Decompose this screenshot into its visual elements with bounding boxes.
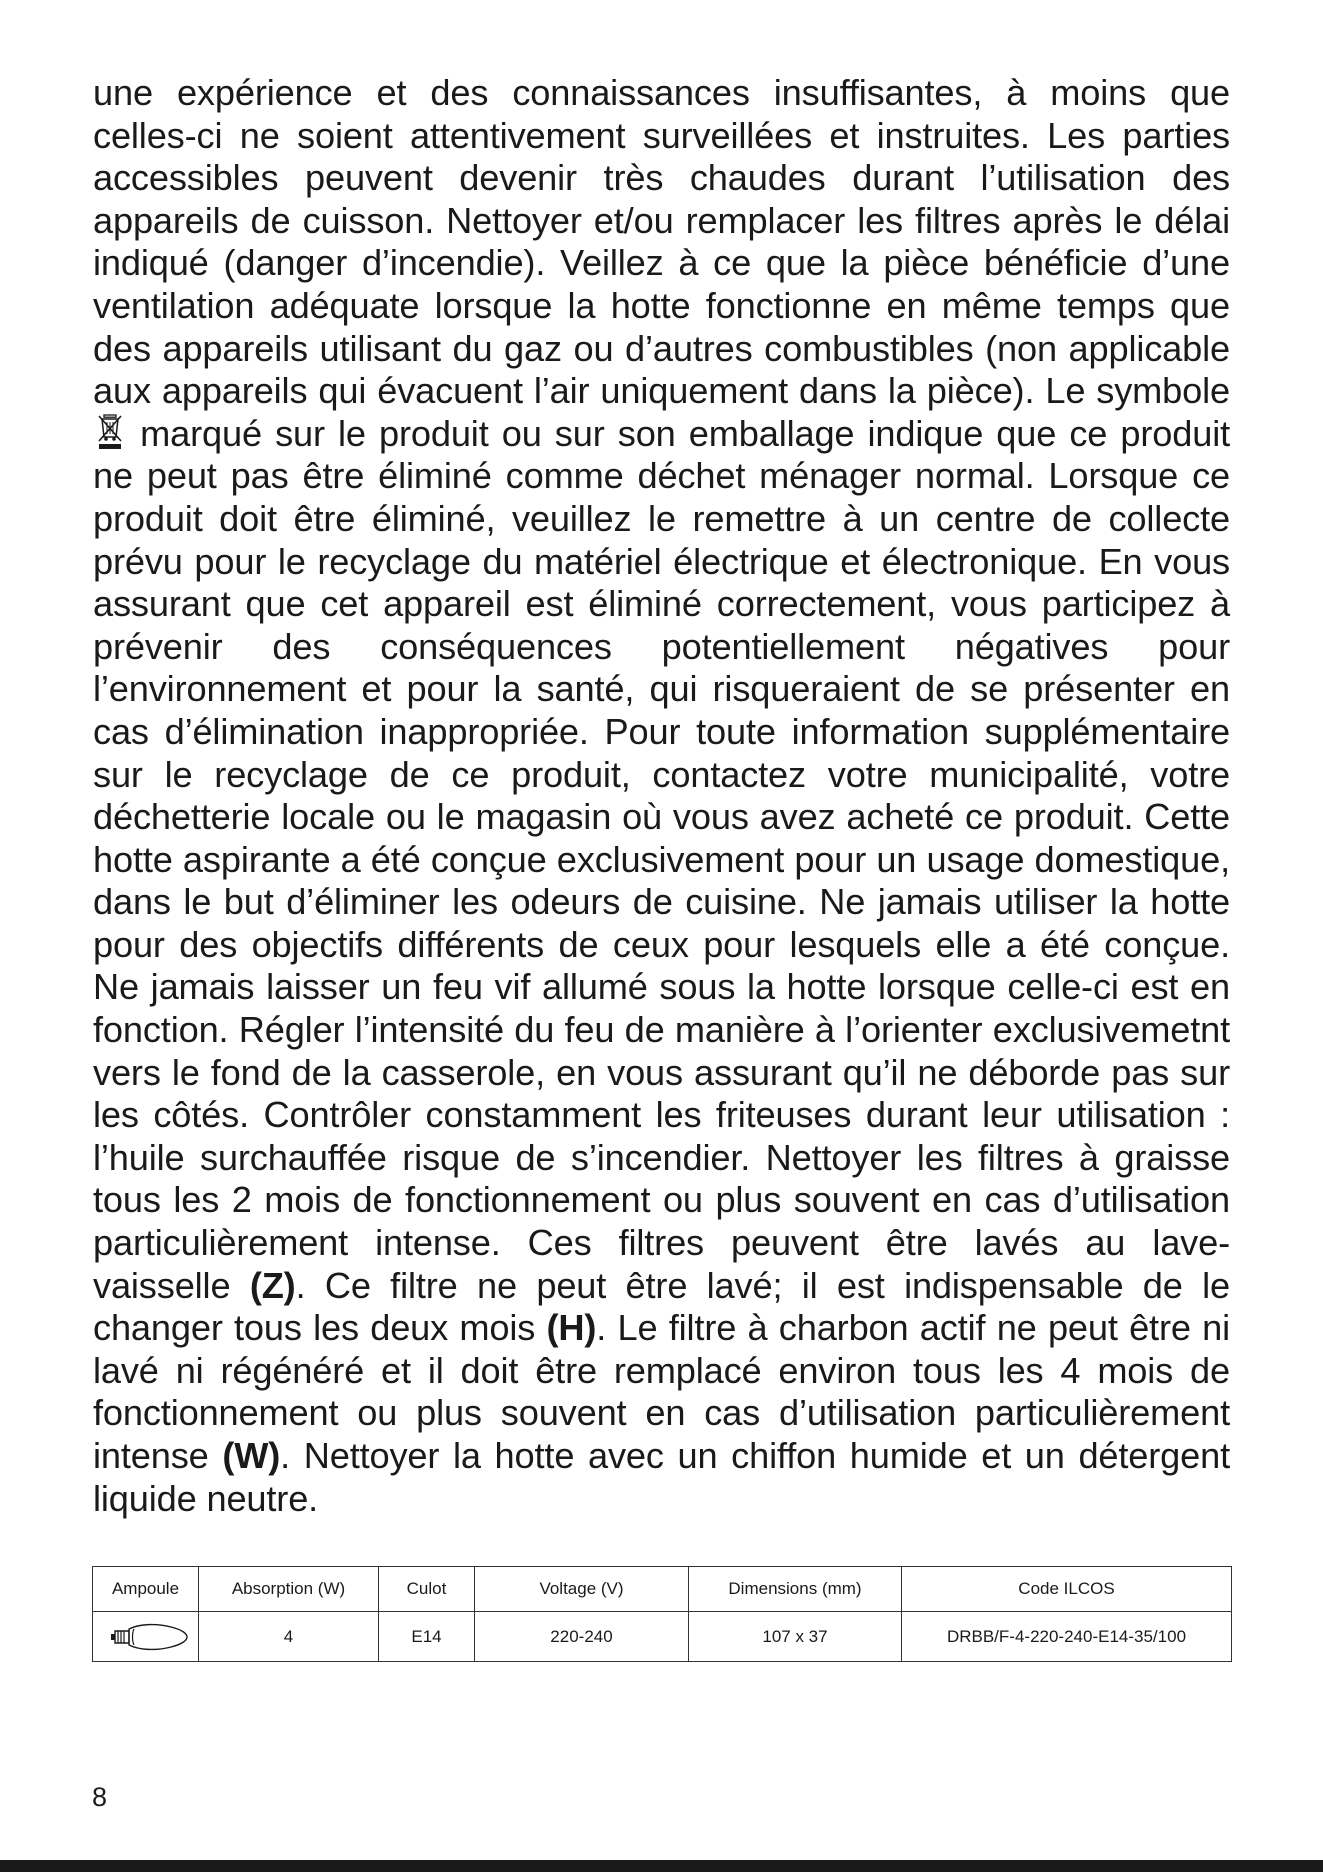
cell-code-ilcos: DRBB/F-4-220-240-E14-35/100	[902, 1612, 1232, 1662]
cell-culot: E14	[379, 1612, 475, 1662]
text-after-w: . Nettoyer la hotte avec un chiffon humide et un détergent liquide neutre.	[93, 1435, 1231, 1519]
reference-w: (W)	[222, 1435, 281, 1476]
reference-z: (Z)	[249, 1264, 296, 1306]
cell-dimensions: 107 x 37	[689, 1612, 902, 1662]
header-dimensions: Dimensions (mm)	[689, 1567, 902, 1612]
page-bottom-border	[0, 1860, 1323, 1872]
table-row	[93, 1612, 1232, 1662]
safety-instructions-paragraph	[93, 72, 1230, 1520]
text-before-symbol: une expérience et des connaissances insuffisantes, à moins que celles-ci ne soient attentivement surveillées et instruites. Les parties accessibles peuvent devenir très chaudes durant l’utilisation des appareils de cuisson. Nettoyer et/ou remplacer les filtres après le délai indiqué (danger d’incendie). Veillez à ce que la pièce bénéficie d’une ventilation adéquate lorsque la hotte fonctionne en même temps que des appareils utilisant du gaz ou d’autres combustibles (non applicable aux appareils qui évacuent l’air uniquement dans la pièce). Le symbole	[93, 72, 1230, 412]
header-culot: Culot	[379, 1567, 475, 1612]
header-code-ilcos: Code ILCOS	[902, 1567, 1232, 1612]
bulb-specification-table	[92, 1566, 1232, 1662]
text-after-h: . Le filtre à charbon actif ne peut être ni lavé ni régénéré et il doit être remplacé environ tous les 4 mois de fonctionnement ou plus souvent en cas d’utilisation particulièrement intense	[93, 1307, 1230, 1476]
header-ampoule: Ampoule	[93, 1567, 199, 1612]
table-header-row	[93, 1567, 1232, 1612]
reference-h: (H)	[546, 1307, 597, 1349]
text-after-z: . Ce filtre ne peut être lavé; il est indispensable de le changer tous les deux mois	[93, 1264, 1230, 1349]
text-after-symbol: marqué sur le produit ou sur son emballage indique que ce produit ne peut pas être éliminé comme déchet ménager normal. Lorsque ce produit doit être éliminé, veuillez le remettre à un centre de collecte prévu pour le recyclage du matériel électrique et électronique. En vous assurant que cet appareil est éliminé correctement, vous participez à prévenir des conséquences potentiellement négatives pour l’environnement et pour la santé, qui risqueraient de se présenter en cas d’élimination inappropriée. Pour toute information supplémentaire sur le recyclage de ce produit, contactez votre municipalité, votre déchetterie locale ou le magasin où vous avez acheté ce produit. Cette hotte aspirante a été conçue exclusivement pour un usage domestique, dans le but d’éliminer les odeurs de cuisine. Ne jamais utiliser la hotte pour des objectifs différents de ceux pour lesquels elle a été conçue. Ne jamais laisser un feu vif allumé sous la hotte lorsque celle-ci est en fonction. Régler l’intensité du feu de manière à l’orienter exclusivemetnt vers le fond de la casserole, en vous assurant qu’il ne déborde pas sur les côtés. Contrôler constamment les friteuses durant leur utilisation : l’huile surchauffée risque de s’incendier. Nettoyer les filtres à graisse tous les 2 mois de fonctionnement ou plus souvent en cas d’utilisation particulièrement intense. Ces filtres peuvent être lavés au lave-vaisselle	[93, 412, 1230, 1306]
cell-voltage: 220-240	[475, 1612, 689, 1662]
crossed-out-wheelie-bin-icon	[97, 414, 123, 450]
header-voltage: Voltage (V)	[475, 1567, 689, 1612]
candle-bulb-icon	[101, 1620, 191, 1654]
cell-absorption: 4	[199, 1612, 379, 1662]
header-absorption: Absorption (W)	[199, 1567, 379, 1612]
page-number: 8	[92, 1782, 108, 1812]
cell-ampoule	[93, 1612, 199, 1662]
